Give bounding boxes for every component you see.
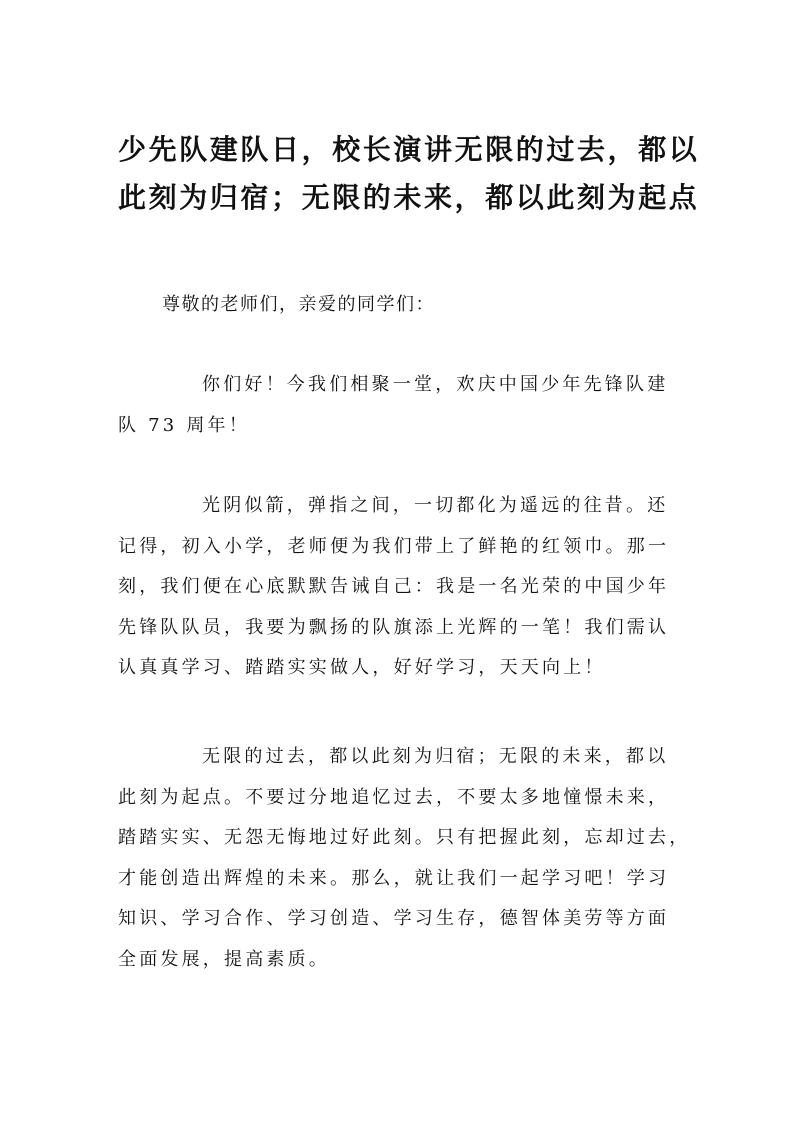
paragraph-line: 无限的过去，都以此刻为归宿；无限的未来，都以 bbox=[202, 746, 669, 767]
paragraph-line: 才能创造出辉煌的未来。那么，就让我们一起学习吧！学习 bbox=[118, 867, 670, 889]
paragraph-line: 光阴似箭，弹指之间，一切都化为遥远的往昔。还 bbox=[202, 495, 669, 516]
paragraph-line: 记得，初入小学，老师便为我们带上了鲜艳的红领巾。那一 bbox=[118, 535, 670, 557]
paragraph-line: 认真真学习、踏踏实实做人，好好学习，天天向上！ bbox=[118, 657, 606, 678]
paragraph-greeting bbox=[118, 365, 684, 446]
paragraph-memories bbox=[118, 486, 684, 689]
paragraph-line: 踏踏实实、无怨无悔地过好此刻。只有把握此刻，忘却过去， bbox=[118, 827, 691, 848]
paragraph-line: 刻，我们便在心底默默告诫自己：我是一名光荣的中国少年 bbox=[118, 576, 670, 597]
paragraph-line: 此刻为起点。不要过分地追忆过去，不要太多地憧憬未来， bbox=[118, 786, 670, 808]
paragraph-present-moment bbox=[118, 737, 691, 980]
paragraph-line: 队 73 周年！ bbox=[118, 414, 250, 436]
title-line-1: 少先队建队日，校长演讲无限的过去，都以 bbox=[118, 133, 700, 166]
paragraph-line: 先锋队队员，我要为飘扬的队旗添上光辉的一笔！我们需认 bbox=[118, 616, 670, 638]
paragraph-line: 全面发展，提高素质。 bbox=[118, 948, 330, 970]
salutation: 尊敬的老师们，亲爱的同学们： bbox=[162, 294, 435, 315]
title-line-2: 此刻为归宿；无限的未来，都以此刻为起点 bbox=[118, 181, 700, 214]
paragraph-line: 你们好！今我们相聚一堂，欢庆中国少年先锋队建 bbox=[202, 374, 669, 395]
document-title bbox=[118, 126, 700, 222]
paragraph-line: 知识、学习合作、学习创造、学习生存，德智体美劳等方面 bbox=[118, 908, 670, 929]
